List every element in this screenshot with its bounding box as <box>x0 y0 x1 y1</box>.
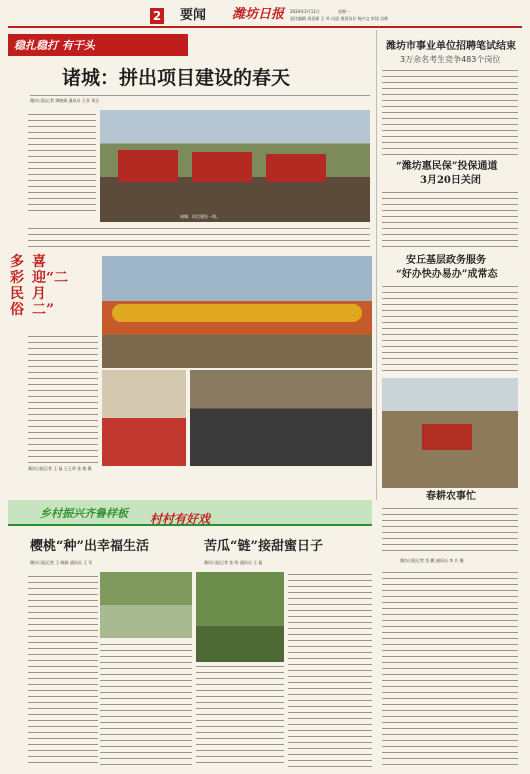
story-tag-text: 稳扎稳打 有干头 <box>14 39 95 52</box>
truck-2 <box>192 152 252 182</box>
article4-caption: 潍坊日报记者 范 鹏 通讯员 李 兵 摄 <box>400 558 464 563</box>
truck-1 <box>118 150 178 182</box>
article2-sub: 3月20日关闭 <box>420 175 481 186</box>
right-col-rule <box>376 30 377 500</box>
article2-text <box>382 190 518 250</box>
section-name: 要闻 <box>180 8 207 23</box>
article4-photo <box>382 378 518 488</box>
article4-text <box>382 506 518 556</box>
header-editors: 责任编辑 刘金霖 王 叶 冯思 视觉设计 杨兴文 审读 吴辉 <box>290 16 389 21</box>
folk-photo-left <box>102 370 186 466</box>
folk-byline: 潍坊日报记者 王 磊 王玉华 张 敏 摄 <box>28 466 92 471</box>
page-number: 2 <box>150 8 164 24</box>
masthead: 潍坊日报 <box>232 7 285 22</box>
article3-text <box>382 284 518 376</box>
folk-title-2: 喜迎“二月二” <box>32 254 69 318</box>
folk-photo-main <box>102 256 372 368</box>
rural-story1-headline: 樱桃“种”出幸福生活 <box>30 539 149 554</box>
rural-story2-text <box>196 664 284 768</box>
tractor <box>422 424 472 450</box>
rural-banner-sub: 村村有好戏 <box>150 512 211 526</box>
folk-photo-right <box>190 370 372 466</box>
article1-headline: 潍坊市事业单位招聘笔试结束 <box>386 41 516 52</box>
truck-3 <box>266 154 326 182</box>
folk-text <box>28 334 98 464</box>
folk-title-1: 多彩民俗 <box>10 254 24 318</box>
rural-story2-text2 <box>288 572 372 768</box>
header-weekday: 星期一 <box>338 9 350 14</box>
article2-headline: “潍坊惠民保”投保通道 <box>396 161 498 172</box>
headline-rule <box>30 95 370 96</box>
header-date: 2024年3月11日 <box>290 9 320 14</box>
rural-story1-byline: 潍坊日报记者 王 晓娟 通讯员 王 军 <box>30 560 93 565</box>
rural-story1-photo <box>100 572 192 638</box>
article3-headline: 安丘基层政务服务 <box>406 255 486 266</box>
header-rule <box>8 26 522 28</box>
article3-sub: “好办快办易办”成常态 <box>396 269 498 280</box>
article1-sub: 3万余名考生竞争483个岗位 <box>400 55 501 64</box>
top-text-col1 <box>28 112 96 212</box>
rural-story2-headline: 苦瓜“链”接甜蜜日子 <box>204 539 323 554</box>
top-photo <box>100 110 370 222</box>
rural-story1-text2 <box>100 642 192 768</box>
article1-text <box>382 68 518 156</box>
rural-story2-photo <box>196 572 284 662</box>
top-photo-caption: 诸城：项目建设一线。 <box>180 214 220 219</box>
rural-story2-byline: 潍坊日报记者 张 明 通讯员 王 磊 <box>204 560 263 565</box>
top-byline: 潍坊日报记者 谭晓娟 通讯员 王亚 刘正 <box>30 98 100 103</box>
right-col-bottom-text <box>382 570 518 768</box>
rural-banner-title: 乡村振兴齐鲁样板 <box>40 507 128 520</box>
article4-headline: 春耕农事忙 <box>426 491 476 502</box>
dragon-dance <box>112 304 362 322</box>
rural-story1-text <box>28 574 98 768</box>
top-headline: 诸城：拼出项目建设的春天 <box>62 67 291 89</box>
top-text-bottom <box>28 226 370 250</box>
